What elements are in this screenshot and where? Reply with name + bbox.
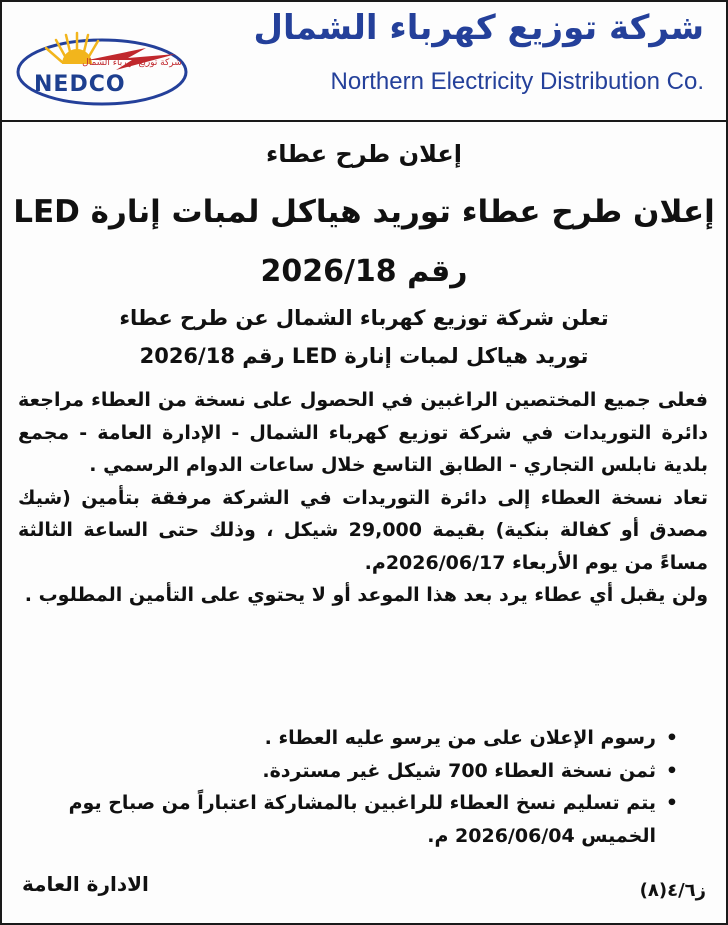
body-paragraph-3: ولن يقبل أي عطاء يرد بعد هذا الموعد أو لا يحتوي على التأمين المطلوب .: [24, 584, 708, 606]
intro-line-1: تعلن شركة توزيع كهرباء الشمال عن طرح عطاء: [119, 306, 609, 330]
company-name-arabic: شركة توزيع كهرباء الشمال: [253, 8, 704, 48]
logo-tagline: شركة توزيع كهرباء الشمال: [82, 58, 182, 68]
company-header: [2, 2, 726, 122]
list-item: • رسوم الإعلان على من يرسو عليه العطاء .: [18, 722, 678, 755]
intro-line-2: توريد هياكل لمبات إنارة LED رقم 2026/18: [139, 344, 589, 368]
announcement-footer: [2, 868, 726, 923]
reference-code: ز٤/٦(٨): [639, 880, 706, 901]
tender-title: إعلان طرح عطاء توريد هياكل لمبات إنارة LED: [13, 194, 715, 230]
tender-conditions-list: [18, 722, 678, 852]
bullet-icon: •: [665, 759, 678, 782]
logo-wordmark: NEDCO: [34, 72, 126, 97]
list-item: • يتم تسليم نسخ العطاء للراغبين بالمشاركة اعتباراً من صباح يوم الخميس 2026/06/04 م.: [18, 787, 678, 852]
tender-number: رقم 2026/18: [260, 254, 468, 289]
signature: الادارة العامة: [22, 872, 149, 896]
bullet-icon: •: [665, 792, 678, 814]
body-paragraph-2: تعاد نسخة العطاء إلى دائرة التوريدات في الشركة مرفقة بتأمين (شيك مصدق أو كفالة بنكية) بقيمة 29,000 شيكل ، وذلك حتى الساعة الثالثة مساءً من يوم الأربعاء 2026/06/17م.: [18, 486, 708, 574]
tender-body: [18, 384, 708, 612]
company-name-english: Northern Electricity Distribution Co.: [330, 68, 704, 95]
announcement-label: إعلان طرح عطاء: [266, 140, 462, 168]
list-item: • ثمن نسخة العطاء 700 شيكل غير مستردة.: [18, 755, 678, 788]
nedco-logo: [16, 14, 196, 106]
body-paragraph-1: فعلى جميع المختصين الراغبين في الحصول على نسخة من العطاء مراجعة دائرة التوريدات في شركة توزيع كهرباء الشمال - الإدارة العامة - مجمع بلدية نابلس التجاري - الطابق التاسع خلال ساعات الدوام الرسمي .: [18, 389, 708, 476]
bullet-icon: •: [665, 727, 678, 749]
